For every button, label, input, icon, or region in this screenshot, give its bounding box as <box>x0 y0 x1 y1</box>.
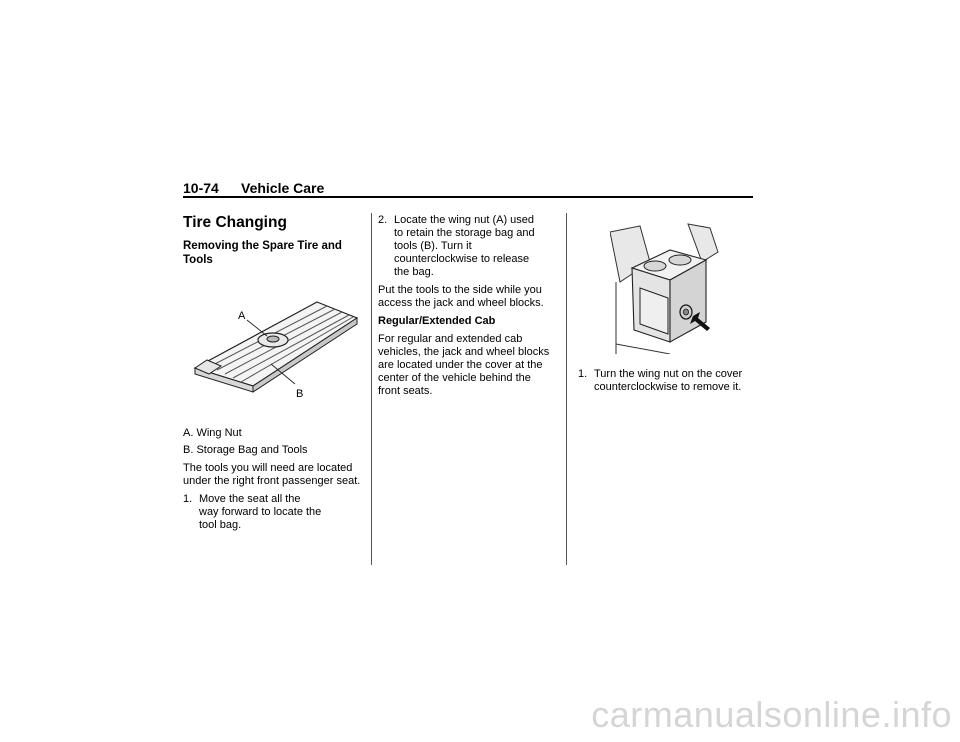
paragraph-line: Put the tools to the side while you <box>378 284 542 296</box>
column-divider-2 <box>566 213 567 565</box>
step-line: Turn the wing nut on the cover <box>594 368 743 380</box>
step-number: 1. <box>578 368 588 380</box>
step-1 <box>183 493 368 532</box>
step-line: to retain the storage bag and <box>394 227 535 239</box>
paragraph-line: vehicles, the jack and wheel blocks <box>378 346 550 358</box>
subheading-line-1: Removing the Spare Tire and <box>183 240 342 252</box>
page-number: 10-74 <box>183 180 219 196</box>
step-text <box>394 214 560 279</box>
header-rule <box>183 196 753 198</box>
column-1 <box>183 214 363 232</box>
step-line: way forward to locate the <box>199 506 322 518</box>
figure-label-a: A <box>238 310 246 322</box>
column-1-body <box>183 427 368 532</box>
paragraph-line: center of the vehicle behind the <box>378 372 531 384</box>
caption-a: A. Wing Nut <box>183 427 242 439</box>
column-3 <box>578 368 758 394</box>
subheading <box>183 239 363 267</box>
step-text <box>199 493 368 532</box>
step-line: counterclockwise to release <box>394 253 530 265</box>
step-line: Move the seat all the <box>199 493 301 505</box>
cover-wing-nut-illustration <box>610 222 720 354</box>
step-text <box>594 368 758 394</box>
step-number: 2. <box>378 214 388 226</box>
figure-label-b: B <box>296 388 304 400</box>
step-line: counterclockwise to remove it. <box>594 381 742 393</box>
page-heading: Tire Changing <box>183 214 287 231</box>
paragraph-line: access the jack and wheel blocks. <box>378 297 544 309</box>
subheading-line-2: Tools <box>183 254 213 266</box>
paragraph-line: For regular and extended cab <box>378 333 523 345</box>
step-line: tool bag. <box>199 519 242 531</box>
cab-heading: Regular/Extended Cab <box>378 315 496 327</box>
paragraph-line: under the right front passenger seat. <box>183 475 361 487</box>
step-number: 1. <box>183 493 193 505</box>
tool-bag-illustration <box>187 296 362 406</box>
step-1-cover <box>578 368 758 394</box>
section-title: Vehicle Care <box>241 180 325 196</box>
watermark: carmanualsonline.info <box>591 694 952 735</box>
step-line: Locate the wing nut (A) used <box>394 214 535 226</box>
column-divider-1 <box>371 213 372 565</box>
step-line: tools (B). Turn it <box>394 240 472 252</box>
page-header <box>183 180 753 197</box>
paragraph-line: front seats. <box>378 385 433 397</box>
caption-b: B. Storage Bag and Tools <box>183 444 308 456</box>
column-2 <box>378 214 560 398</box>
step-2 <box>378 214 560 279</box>
step-line: the bag. <box>394 266 434 278</box>
paragraph-line: are located under the cover at the <box>378 359 543 371</box>
paragraph-line: The tools you will need are located <box>183 462 353 474</box>
